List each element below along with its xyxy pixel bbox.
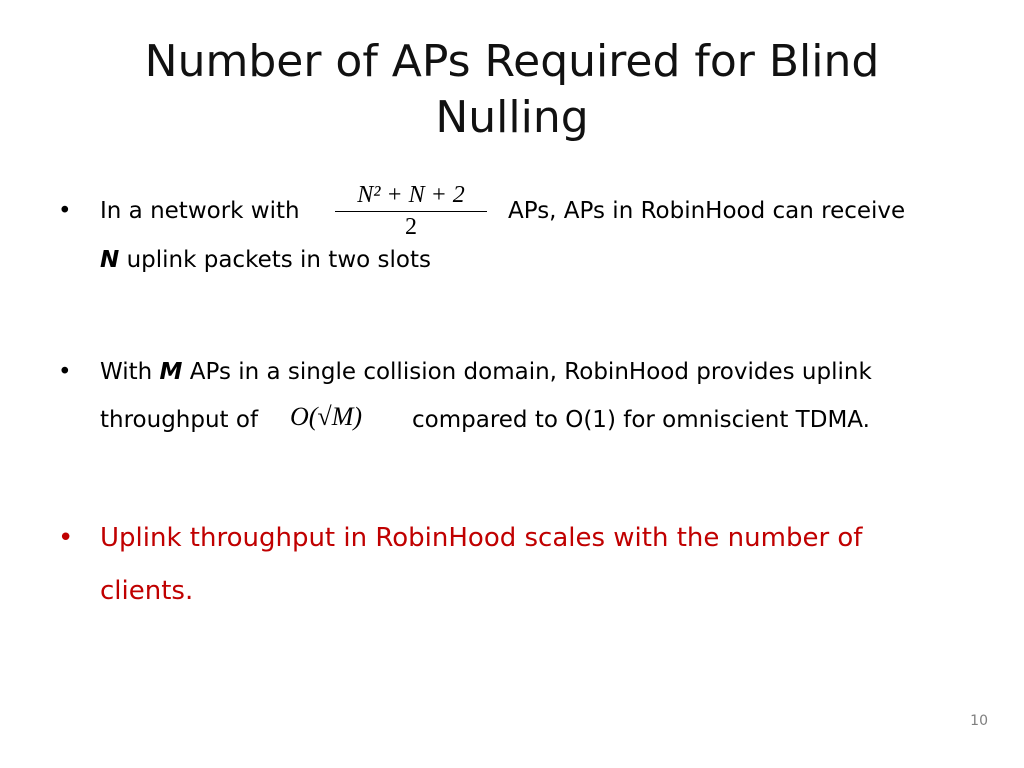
fraction-denominator: 2 <box>405 214 417 240</box>
bullet2-line2-suffix: compared to O(1) for omniscient TDMA. <box>412 407 870 433</box>
big-o-formula: O(√M) <box>290 402 363 431</box>
fraction-formula <box>335 182 487 240</box>
bullet-marker: • <box>58 198 72 224</box>
bullet2-line2-prefix: throughput of <box>100 407 259 433</box>
bullet-marker: • <box>58 523 74 553</box>
bullet2-variable-m: M <box>159 359 183 385</box>
bullet2-prefix: With <box>100 359 153 385</box>
slide-title <box>60 34 964 146</box>
slide-title-line1: Number of APs Required for Blind <box>144 36 880 87</box>
slide-title-line2: Nulling <box>435 92 589 143</box>
fraction-numerator: N² + N + 2 <box>357 182 465 208</box>
bullet2-line1: APs in a single collision domain, RobinHood provides uplink <box>189 359 872 385</box>
bullet3-line1: Uplink throughput in RobinHood scales with the number of <box>100 523 863 553</box>
fraction-bar <box>335 211 487 212</box>
bullet1-prefix: In a network with <box>100 198 300 224</box>
bullet1-suffix: APs, APs in RobinHood can receive <box>508 198 906 224</box>
bullet-marker: • <box>58 359 72 385</box>
bullet1-variable-n: N <box>100 247 120 273</box>
bullet3-line2: clients. <box>100 576 194 606</box>
bullet1-line2: uplink packets in two slots <box>126 247 431 273</box>
page-number: 10 <box>970 713 988 729</box>
